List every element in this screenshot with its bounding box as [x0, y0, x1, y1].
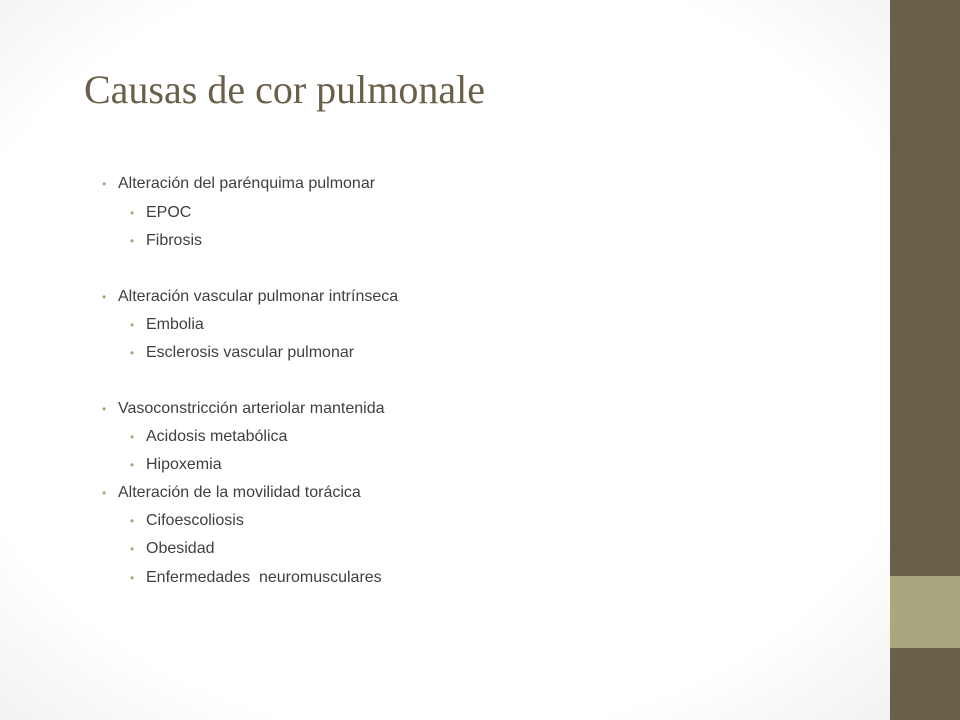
bullet-text: Alteración vascular pulmonar intrínseca [118, 288, 399, 305]
bullet-marker: • [102, 290, 107, 304]
bullet-marker: • [102, 177, 107, 191]
bullet-text: Alteración del parénquima pulmonar [118, 175, 376, 192]
bullet-marker: • [130, 514, 135, 528]
bullet-text: Esclerosis vascular pulmonar [146, 344, 355, 361]
bullet-marker: • [130, 430, 135, 444]
bullet-marker: • [130, 458, 135, 472]
bullet-item [102, 287, 399, 307]
bullet-text: Obesidad [146, 540, 215, 557]
sub-bullet-item [130, 427, 288, 447]
bullet-item [102, 483, 361, 503]
bullet-marker: • [130, 206, 135, 220]
bullet-item [102, 174, 376, 194]
sub-bullet-item [130, 203, 192, 223]
bullet-marker: • [130, 234, 135, 248]
bullet-item [102, 399, 385, 419]
bullet-text: Acidosis metabólica [146, 428, 288, 445]
bullet-marker: • [130, 318, 135, 332]
sub-bullet-item [130, 343, 355, 363]
bullet-text: Fibrosis [146, 232, 203, 249]
sub-bullet-item [130, 511, 244, 531]
bullet-text: Hipoxemia [146, 456, 222, 473]
sub-bullet-item [130, 568, 382, 588]
sub-bullet-item [130, 539, 215, 559]
bullet-text: EPOC [146, 204, 192, 221]
bullet-text: Embolia [146, 316, 204, 333]
bullet-text: Enfermedades neuromusculares [146, 569, 382, 586]
bullet-text: Alteración de la movilidad torácica [118, 484, 361, 501]
side-bar-accent [890, 576, 960, 648]
sub-bullet-item [130, 455, 222, 475]
bullet-text: Cifoescoliosis [146, 512, 244, 529]
bullet-marker: • [130, 571, 135, 585]
bullet-marker: • [102, 486, 107, 500]
side-bar [890, 0, 960, 720]
sub-bullet-item [130, 315, 204, 335]
bullet-text: Vasoconstricción arteriolar mantenida [118, 400, 385, 417]
bullet-marker: • [130, 346, 135, 360]
sub-bullet-item [130, 231, 203, 251]
bullet-marker: • [130, 542, 135, 556]
slide-title: Causas de cor pulmonale [84, 67, 485, 112]
bullet-marker: • [102, 402, 107, 416]
